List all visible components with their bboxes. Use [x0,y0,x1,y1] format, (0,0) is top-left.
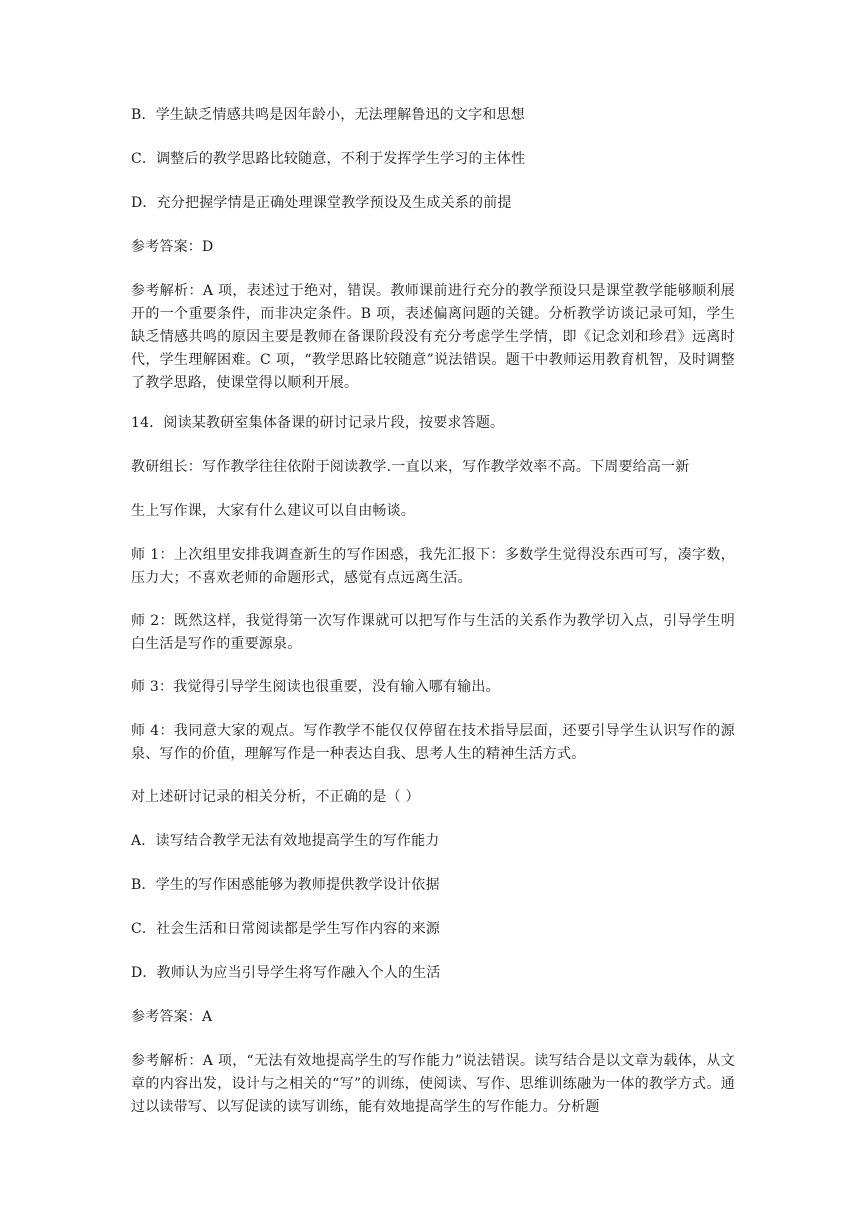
teacher-3-remark: 师 3：我觉得引导学生阅读也很重要，没有输入哪有输出。 [131,679,500,695]
option-c-first-question: C．调整后的教学思路比较随意，不利于发挥学生学习的主体性 [131,151,526,167]
teacher-4-remark: 师 4：我同意大家的观点。写作教学不能仅仅停留在技术指导层面，还要引导学生认识写作的源泉、写作的价值，理解写作是一种表达自我、思考人生的精神生活方式。 [131,723,735,762]
option-c-question-14: C．社会生活和日常阅读都是学生写作内容的来源 [131,921,441,937]
question-14-prompt: 对上述研讨记录的相关分析，不正确的是（ ） [131,789,420,805]
reference-analysis-question-14: 参考解析：A 项，“无法有效地提高学生的写作能力”说法错误。读写结合是以文章为载体，从文章的内容出发，设计与之相关的“写”的训练，使阅读、写作、思维训练融为一体的教学方式。通过以读带写、以写促读的读写训练，能有效地提高学生的写作能力。分析题 [131,1053,735,1115]
option-a-question-14: A．读写结合教学无法有效地提高学生的写作能力 [131,833,440,849]
teacher-1-remark: 师 1：上次组里安排我调查新生的写作困惑，我先汇报下：多数学生觉得没东西可写，凑字数，压力大；不喜欢老师的命题形式，感觉有点远离生活。 [131,547,735,586]
option-b-question-14: B．学生的写作困惑能够为教师提供教学设计依据 [131,877,440,893]
option-b-first-question: B．学生缺乏情感共鸣是因年龄小，无法理解鲁迅的文字和思想 [131,107,525,123]
group-leader-line-2: 生上写作课，大家有什么建议可以自由畅谈。 [131,503,415,519]
question-14-stem: 14．阅读某教研室集体备课的研讨记录片段，按要求答题。 [131,415,505,431]
reference-answer-question-14: 参考答案：A [131,1009,213,1025]
group-leader-line-1: 教研组长：写作教学往往依附于阅读教学.一直以来，写作教学效率不高。下周要给高一新 [131,459,690,475]
teacher-2-remark: 师 2：既然这样，我觉得第一次写作课就可以把写作与生活的关系作为教学切入点，引导学生明白生活是写作的重要源泉。 [131,613,735,652]
option-d-question-14: D．教师认为应当引导学生将写作融入个人的生活 [131,965,441,981]
option-d-first-question: D．充分把握学情是正确处理课堂教学预设及生成关系的前提 [131,195,512,211]
reference-analysis-first: 参考解析：A 项，表述过于绝对，错误。教师课前进行充分的教学预设只是课堂教学能够顺利展开的一个重要条件，而非决定条件。B 项，表述偏离问题的关键。分析教学访谈记录可知，学生缺乏情感共鸣的原因主要是教师在备课阶段没有充分考虑学生学情，即《记念刘和珍君》远离时代，学生理解困难。C 项，“教学思路比较随意”说法错误。题干中教师运用教育机智，及时调整了教学思路，使课堂得以顺利开展。 [131,283,735,391]
reference-answer-first: 参考答案：D [131,239,214,255]
